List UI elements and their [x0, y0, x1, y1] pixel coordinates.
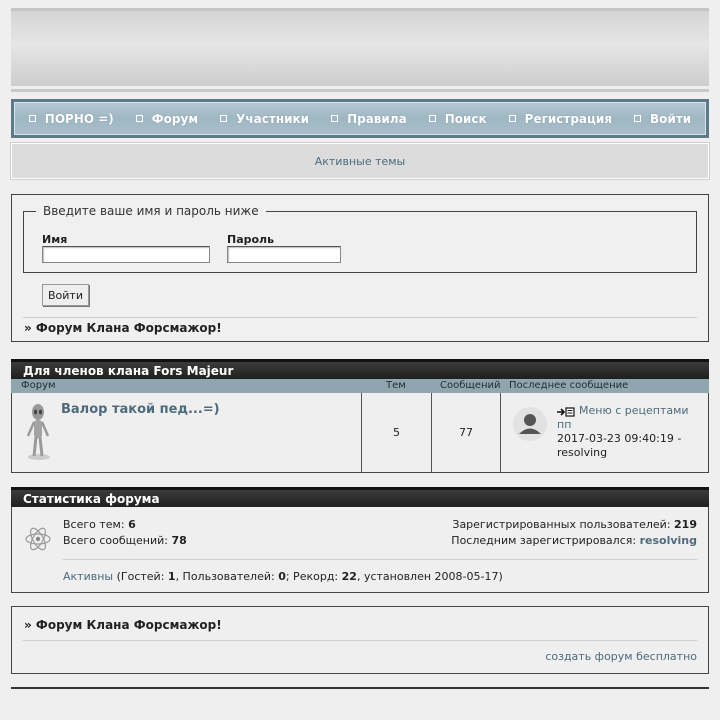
- forum-alien-icon: [23, 402, 53, 462]
- nav-item-forum[interactable]: [136, 112, 198, 126]
- create-forum-link[interactable]: создать форум бесплатно: [545, 650, 697, 663]
- total-topics-value: 6: [128, 518, 136, 531]
- nav-item-label: Форум: [151, 111, 199, 126]
- forum-topics-count: 5: [393, 426, 400, 439]
- name-label: Имя: [42, 233, 68, 246]
- divider: [23, 640, 697, 641]
- column-last-post: Последнее сообщение: [509, 380, 629, 391]
- category-header: [11, 359, 709, 379]
- nav-item-register[interactable]: [509, 112, 612, 126]
- nav-item-label: Поиск: [444, 111, 487, 126]
- online-text: (Гостей:: [113, 570, 168, 583]
- forum-title-link[interactable]: Валор такой пед...=): [61, 402, 220, 417]
- total-posts: [63, 534, 187, 547]
- login-button[interactable]: Войти: [42, 284, 89, 306]
- nav-item-label: Регистрация: [524, 111, 613, 126]
- footer-breadcrumb[interactable]: » Форум Клана Форсмажор!: [24, 618, 222, 632]
- total-topics: [63, 518, 136, 531]
- online-text: ; Рекорд:: [285, 570, 342, 583]
- total-posts-label: Всего сообщений:: [63, 534, 168, 547]
- forum-row: [11, 393, 709, 473]
- column-topics: Тем: [386, 380, 406, 391]
- forum-column-headers: [11, 379, 709, 393]
- column-forum: Форум: [21, 380, 56, 391]
- banner-divider: [11, 89, 709, 92]
- nav-item-porno[interactable]: [29, 112, 114, 126]
- active-topics-link[interactable]: Активные темы: [314, 154, 406, 168]
- bullet-icon: [136, 115, 143, 122]
- stats-header: [11, 487, 709, 507]
- column-posts: Сообщений: [440, 380, 501, 391]
- stats-atom-icon: [24, 525, 52, 553]
- bullet-icon: [634, 115, 641, 122]
- divider: [63, 559, 697, 560]
- login-legend: Введите ваше имя и пароль ниже: [36, 204, 266, 218]
- registered-users-value: 219: [674, 518, 697, 531]
- last-registered: [451, 534, 697, 547]
- page-bottom-divider: [11, 687, 709, 689]
- nav-item-members[interactable]: [220, 112, 309, 126]
- footer-panel: [11, 606, 709, 674]
- nav-item-rules[interactable]: [331, 112, 407, 126]
- online-users-link[interactable]: Активны: [63, 570, 114, 583]
- registered-users: [452, 518, 697, 531]
- header-banner: [11, 8, 709, 86]
- forum-posts-count: 77: [459, 426, 473, 439]
- nav-item-label: Участники: [236, 111, 310, 126]
- main-navigation: [11, 99, 709, 138]
- record-date: , установлен 2008-05-17): [356, 570, 503, 583]
- nav-item-search[interactable]: [429, 112, 487, 126]
- user-avatar-icon: [512, 406, 548, 442]
- cell-divider: [361, 393, 362, 472]
- cell-divider: [431, 393, 432, 472]
- last-post-link[interactable]: Меню с рецептами пп: [557, 404, 689, 431]
- online-text: , Пользователей:: [175, 570, 279, 583]
- bullet-icon: [29, 115, 36, 122]
- last-post-date: 2017-03-23 09:40:19 -: [557, 432, 682, 445]
- nav-item-label: Войти: [650, 111, 692, 126]
- online-info: [63, 570, 503, 583]
- bullet-icon: [220, 115, 227, 122]
- bullet-icon: [509, 115, 516, 122]
- login-fieldset: [23, 204, 697, 273]
- bullet-icon: [331, 115, 338, 122]
- cell-divider: [500, 393, 501, 472]
- divider: [23, 317, 697, 318]
- password-label: Пароль: [227, 233, 275, 246]
- stats-panel: [11, 507, 709, 593]
- last-registered-user-link[interactable]: resolving: [639, 534, 697, 547]
- nav-item-login[interactable]: [634, 112, 691, 126]
- breadcrumb[interactable]: » Форум Клана Форсмажор!: [24, 321, 222, 335]
- stats-title: Статистика форума: [23, 491, 160, 506]
- last-post-author[interactable]: resolving: [557, 446, 608, 459]
- login-form: [11, 194, 709, 342]
- record-count: 22: [341, 570, 357, 583]
- active-topics-bar: [11, 143, 709, 179]
- bullet-icon: [429, 115, 436, 122]
- guests-count: 1: [167, 570, 176, 583]
- password-input[interactable]: [227, 246, 341, 263]
- registered-users-label: Зарегистрированных пользователей:: [452, 518, 671, 531]
- users-online-count: 0: [278, 570, 286, 583]
- nav-item-label: Правила: [347, 111, 407, 126]
- category-title[interactable]: Для членов клана Fors Majeur: [23, 363, 234, 378]
- total-topics-label: Всего тем:: [63, 518, 125, 531]
- last-registered-label: Последним зарегистрировался:: [451, 534, 637, 547]
- name-input[interactable]: [42, 246, 210, 263]
- total-posts-value: 78: [171, 534, 187, 547]
- nav-item-label: ПОРНО =): [44, 111, 114, 126]
